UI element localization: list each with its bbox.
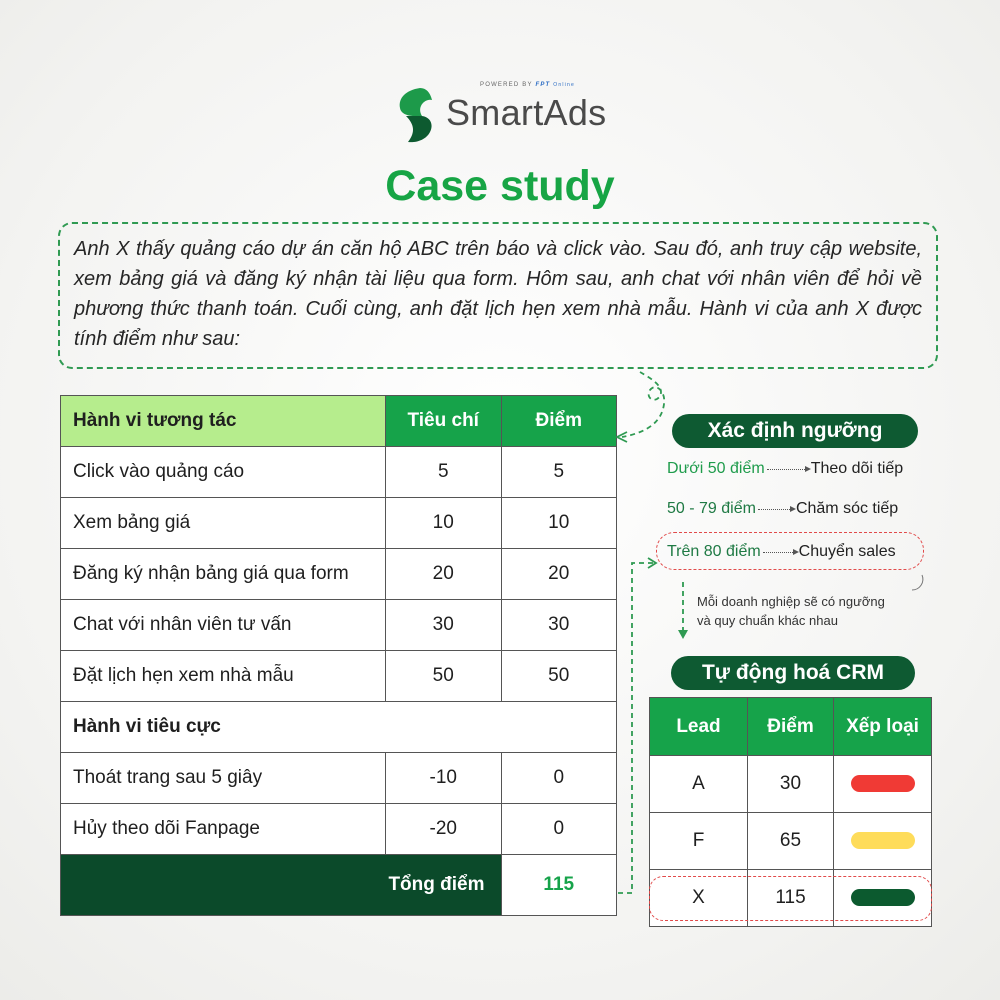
crm-rank: [834, 756, 932, 813]
arrow-case-to-table: [622, 372, 664, 437]
behavior-score: 50: [501, 651, 617, 702]
behavior-score-table: [60, 395, 617, 916]
header-score: Điểm: [501, 396, 617, 447]
crm-lead: F: [650, 813, 748, 870]
table-row: [61, 651, 617, 702]
crm-lead: X: [650, 870, 748, 927]
behavior-score: 10: [501, 498, 617, 549]
smartads-logo-icon: [392, 86, 438, 144]
behavior-score: 0: [501, 804, 617, 855]
threshold-range: Dưới 50 điểm: [667, 460, 765, 477]
crm-header-rank: Xếp loại: [834, 698, 932, 756]
arrow-right-icon: [758, 509, 794, 510]
crm-header-score: Điểm: [748, 698, 834, 756]
table-row: [650, 813, 932, 870]
crm-header-lead: Lead: [650, 698, 748, 756]
negative-section-row: [61, 702, 617, 753]
note-curve: [912, 575, 923, 590]
behavior-name: Đăng ký nhận bảng giá qua form: [61, 549, 386, 600]
behavior-criteria: 30: [386, 600, 502, 651]
threshold-range: 50 - 79 điểm: [667, 500, 756, 517]
crm-header-row: [650, 698, 932, 756]
crm-score: 30: [748, 756, 834, 813]
case-description-text: Anh X thấy quảng cáo dự án căn hộ ABC trên báo và click vào. Sau đó, anh truy cập website, xem bảng giá và đăng ký nhận tài liệu qua form. Hôm sau, anh chat với nhân viên để hỏi về phương thức thanh toán. Cuối cùng, anh đặt lịch hẹn xem nhà mẫu. Hành vi của anh X được tính điểm như sau:: [74, 238, 922, 350]
total-label: Tổng điểm: [61, 855, 502, 916]
behavior-name: Thoát trang sau 5 giây: [61, 753, 386, 804]
rank-bar-yellow: [851, 832, 915, 849]
powered-by-label: POWERED BY FPT Online: [480, 82, 575, 88]
crm-lead: A: [650, 756, 748, 813]
header-criteria: Tiêu chí: [386, 396, 502, 447]
table-row: [61, 600, 617, 651]
behavior-name: Đặt lịch hẹn xem nhà mẫu: [61, 651, 386, 702]
threshold-item: [667, 500, 898, 518]
behavior-name: Chat với nhân viên tư vấn: [61, 600, 386, 651]
behavior-score: 0: [501, 753, 617, 804]
arrowhead-right-icon: [648, 558, 656, 568]
crm-score: 115: [748, 870, 834, 927]
table-header-row: [61, 396, 617, 447]
table-row: [61, 549, 617, 600]
threshold-item: [667, 543, 896, 561]
threshold-note-line: Mỗi doanh nghiệp sẽ có ngưỡng: [697, 594, 885, 609]
threshold-action: Chuyển sales: [798, 543, 896, 560]
crm-score: 65: [748, 813, 834, 870]
threshold-note-line: và quy chuẩn khác nhau: [697, 613, 838, 628]
threshold-range: Trên 80 điểm: [667, 543, 761, 560]
behavior-score: 30: [501, 600, 617, 651]
brand-name: SmartAds: [446, 92, 607, 133]
arrowhead-left-icon: [617, 432, 627, 442]
behavior-score: 20: [501, 549, 617, 600]
behavior-score: 5: [501, 447, 617, 498]
arrow-right-icon: [767, 469, 809, 470]
table-row: [61, 753, 617, 804]
threshold-title: Xác định ngưỡng: [672, 414, 918, 448]
crm-title: Tự động hoá CRM: [671, 656, 915, 690]
total-value: 115: [501, 855, 617, 916]
behavior-criteria: 50: [386, 651, 502, 702]
header-behavior: Hành vi tương tác: [61, 396, 386, 447]
behavior-criteria: 20: [386, 549, 502, 600]
threshold-action: Theo dõi tiếp: [810, 460, 904, 477]
table-row: [61, 498, 617, 549]
table-row: [61, 804, 617, 855]
arrowhead-down-icon: [678, 630, 688, 639]
table-row: [650, 756, 932, 813]
behavior-criteria: 5: [386, 447, 502, 498]
behavior-name: Xem bảng giá: [61, 498, 386, 549]
behavior-name: Click vào quảng cáo: [61, 447, 386, 498]
behavior-criteria: -10: [386, 753, 502, 804]
behavior-name: Hủy theo dõi Fanpage: [61, 804, 386, 855]
negative-section-title: Hành vi tiêu cực: [61, 702, 617, 753]
case-description-box: [58, 222, 938, 369]
behavior-criteria: 10: [386, 498, 502, 549]
page-title: Case study: [385, 162, 615, 210]
crm-rank: [834, 813, 932, 870]
table-row: [61, 447, 617, 498]
arrow-right-icon: [763, 552, 797, 553]
behavior-criteria: -20: [386, 804, 502, 855]
threshold-item: [667, 460, 903, 478]
threshold-action: Chăm sóc tiếp: [795, 500, 899, 517]
threshold-note: [697, 592, 885, 630]
total-row: [61, 855, 617, 916]
lead-x-highlight-box: [649, 876, 932, 921]
rank-bar-red: [851, 775, 915, 792]
